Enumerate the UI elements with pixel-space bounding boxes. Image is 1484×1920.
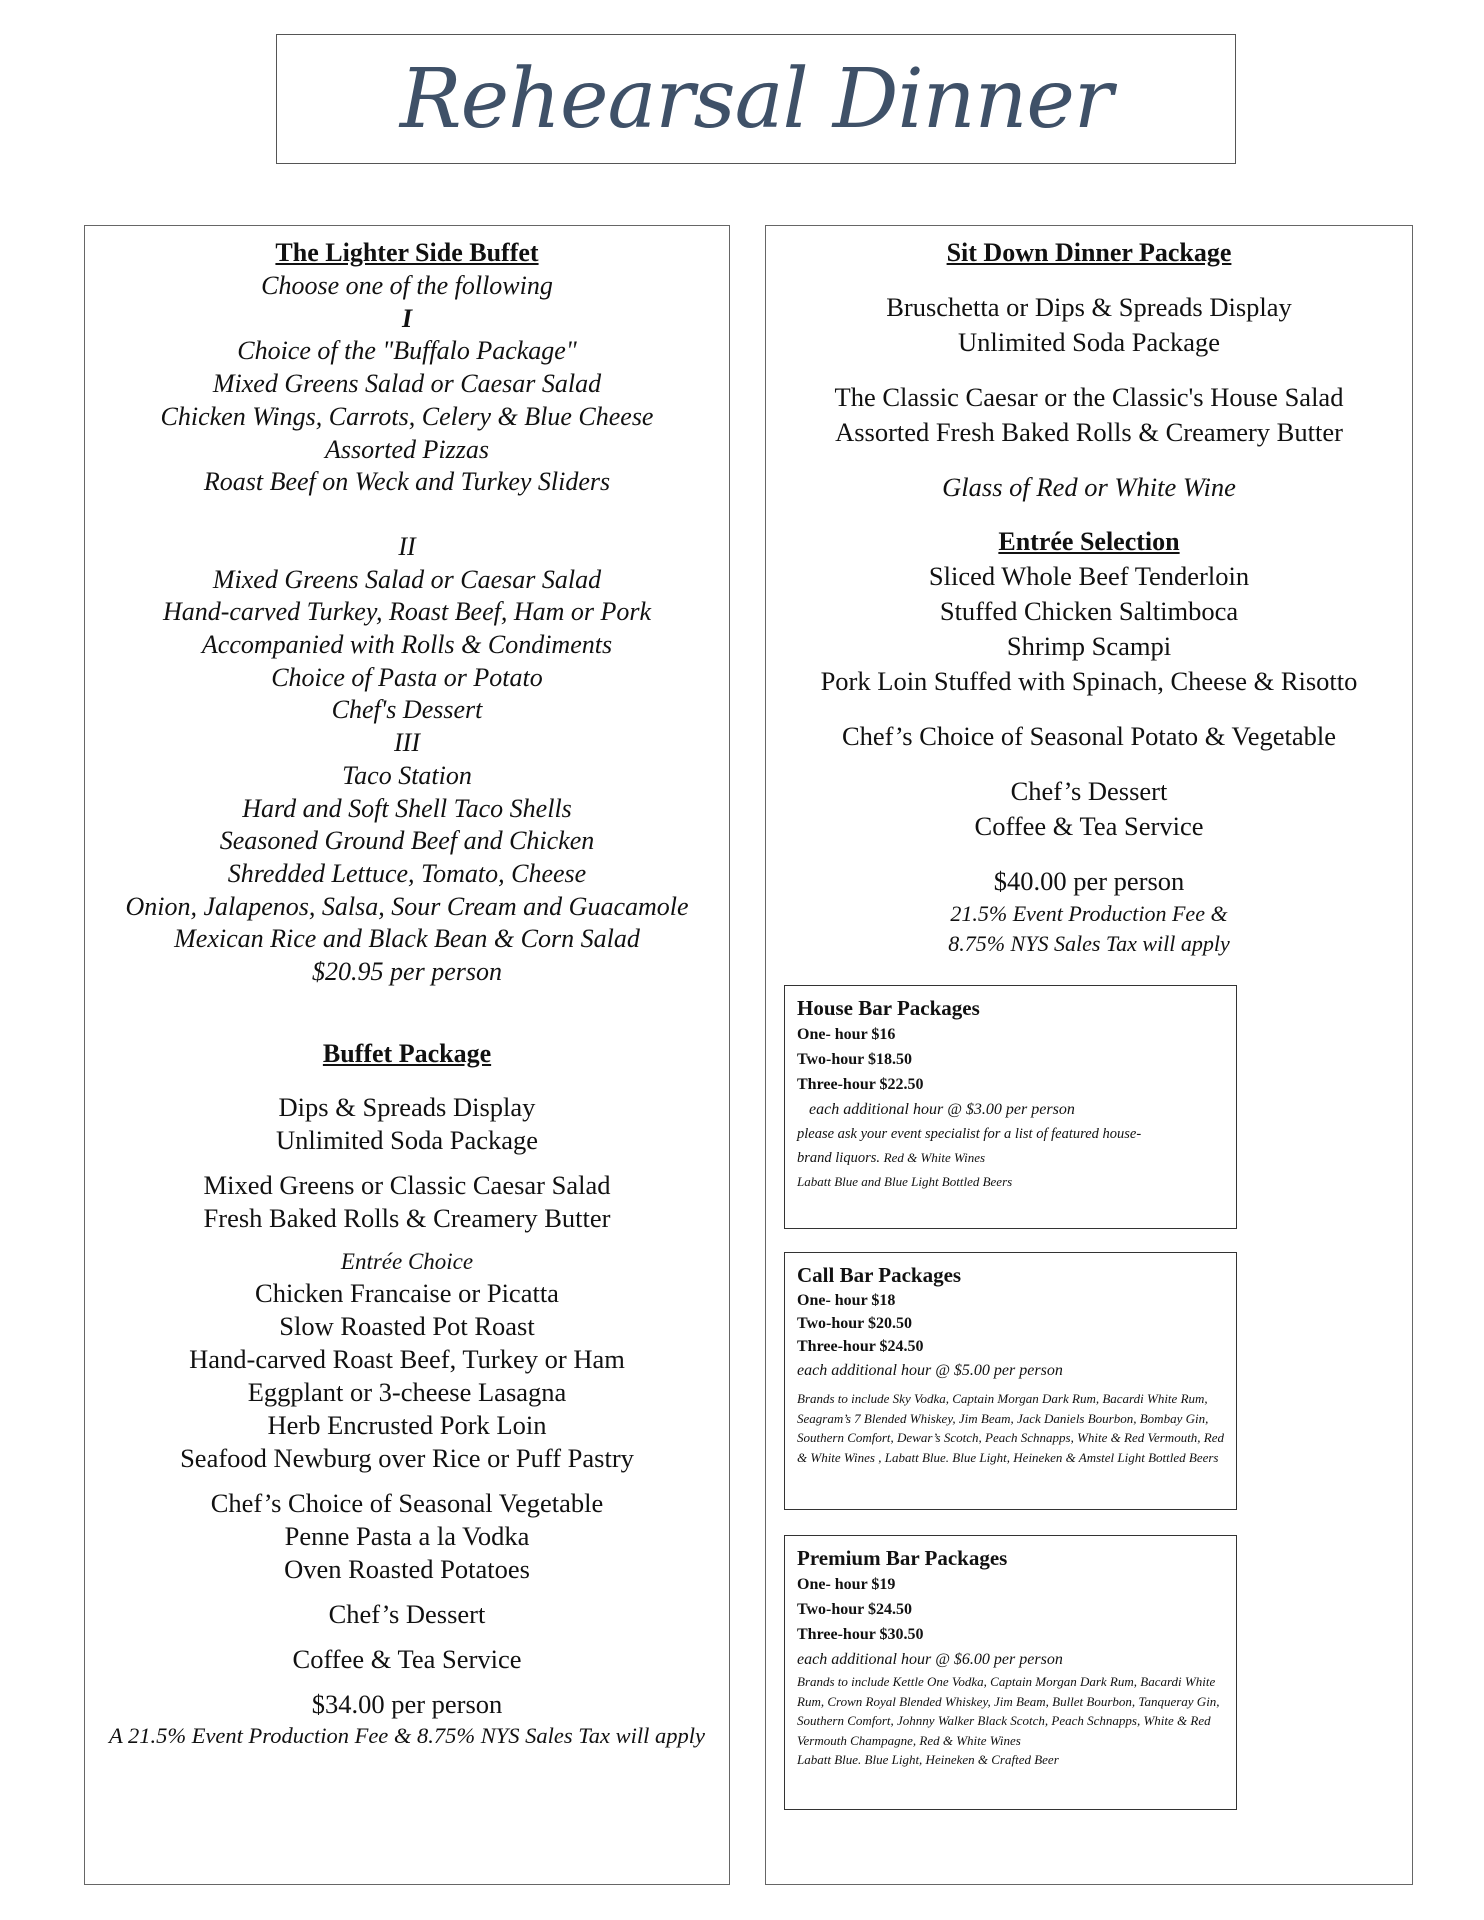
menu-line: Hand-carved Roast Beef, Turkey or Ham [189, 1343, 625, 1374]
bar-brands: Brands to include Kettle One Vodka, Captain Morgan Dark Rum, Bacardi White Rum, Crown Royal Blended Whiskey, Jim Beam, Bullet Bourbon, Tanqueray Gin, Southern Comfort, Johnny Walker Black Scotch, Peach Schnapps, White & Red Vermouth Champagne, Red & White Wines [797, 1674, 1220, 1748]
menu-line: Onion, Jalapenos, Salsa, Sour Cream and Guacamole [125, 891, 689, 921]
entree-choice-label: Entrée Choice [340, 1248, 474, 1274]
menu-line: Chef’s Choice of Seasonal Vegetable [210, 1487, 604, 1518]
premium-bar-box [784, 1535, 1237, 1810]
page-title: Rehearsal Dinner [399, 51, 1113, 147]
menu-line: Chef’s Dessert [328, 1598, 486, 1629]
menu-line: Accompanied with Rolls & Condiments [201, 630, 613, 660]
menu-line: Assorted Fresh Baked Rolls & Creamery Butter [835, 417, 1343, 447]
bar-brands: Brands to include Sky Vodka, Captain Morgan Dark Rum, Bacardi White Rum, Seagram’s 7 Blended Whiskey, Jim Beam, Jack Daniels Bourbon, Bombay Gin, Southern Comfort, Dewar’s Scotch, Peach Schnapps, White & Red Vermouth, Red & White Wines , Labatt Blue. Blue Light, Heineken & Amstel Light Bottled Beers [797, 1391, 1225, 1465]
sit-down-heading: Sit Down Dinner Package [946, 238, 1232, 267]
bar-note: please ask your event specialist for a list of featured house- [797, 1126, 1142, 1142]
entree-selection-heading: Entrée Selection [998, 527, 1180, 556]
call-bar-box [784, 1252, 1237, 1510]
bar-note: brand liquors. [797, 1150, 880, 1166]
menu-line: Pork Loin Stuffed with Spinach, Cheese & Risotto [820, 666, 1358, 696]
menu-line: Chicken Francaise or Picatta [255, 1277, 559, 1308]
menu-line: Mexican Rice and Black Bean & Corn Salad [174, 924, 640, 954]
buffet-package-heading: Buffet Package [322, 1038, 492, 1068]
menu-line: Chicken Wings, Carrots, Celery & Blue Cheese [160, 401, 654, 431]
menu-line: The Classic Caesar or the Classic's House Salad [834, 382, 1344, 412]
bar-extra-hour: each additional hour @ $6.00 per person [797, 1651, 1063, 1668]
bar-extra-hour: each additional hour @ $5.00 per person [797, 1362, 1063, 1379]
lighter-intro: Choose one of the following [261, 271, 553, 300]
lighter-price: $20.95 per person [312, 957, 502, 987]
bar-tier: Three-hour $30.50 [797, 1626, 924, 1643]
menu-line: Bruschetta or Dips & Spreads Display [886, 292, 1292, 322]
title-frame [276, 34, 1236, 164]
house-bar-box [784, 985, 1237, 1229]
option-numeral-1: I [401, 303, 413, 333]
bar-tier: Three-hour $22.50 [797, 1076, 924, 1093]
buffet-fee-note: A 21.5% Event Production Fee & 8.75% NYS Sales Tax will apply [109, 1722, 705, 1748]
sit-down-fee-note: 8.75% NYS Sales Tax will apply [948, 931, 1230, 956]
menu-line: Roast Beef on Weck and Turkey Sliders [203, 467, 611, 497]
menu-line: Eggplant or 3-cheese Lasagna [247, 1376, 567, 1407]
menu-line: Fresh Baked Rolls & Creamery Butter [203, 1202, 611, 1233]
menu-line: Assorted Pizzas [325, 434, 489, 464]
menu-line: Choice of Pasta or Potato [271, 662, 543, 692]
menu-line: Mixed Greens Salad or Caesar Salad [212, 369, 602, 399]
sit-down-price: $40.00 per person [993, 866, 1185, 896]
menu-line: Dips & Spreads Display [278, 1091, 536, 1122]
bar-extra-hour: each additional hour @ $3.00 per person [809, 1101, 1075, 1118]
menu-line: Unlimited Soda Package [276, 1124, 538, 1155]
bar-tier: Three-hour $24.50 [797, 1338, 924, 1355]
menu-line: Coffee & Tea Service [974, 811, 1204, 841]
bar-tier: Two-hour $24.50 [797, 1601, 912, 1618]
menu-line: Coffee & Tea Service [292, 1643, 522, 1674]
menu-line: Unlimited Soda Package [958, 327, 1220, 357]
buffet-price: $34.00 per person [311, 1688, 503, 1719]
left-menu-panel [84, 225, 730, 1885]
bar-tier: Two-hour $20.50 [797, 1315, 912, 1332]
menu-line: Shredded Lettuce, Tomato, Cheese [227, 858, 587, 888]
menu-line: Penne Pasta a la Vodka [284, 1520, 530, 1551]
premium-bar-title: Premium Bar Packages [797, 1546, 1008, 1570]
bar-tier: One- hour $19 [797, 1576, 896, 1593]
bar-tier: One- hour $16 [797, 1026, 896, 1043]
menu-line: Chef’s Choice of Seasonal Potato & Vegetable [841, 721, 1337, 751]
menu-line: Slow Roasted Pot Roast [279, 1310, 535, 1341]
menu-line: Taco Station [342, 760, 472, 790]
menu-line: Hand-carved Turkey, Roast Beef, Ham or Pork [162, 597, 652, 627]
menu-line: Herb Encrusted Pork Loin [267, 1409, 547, 1440]
menu-line: Chef's Dessert [331, 695, 483, 725]
bar-note: Red & White Wines [883, 1150, 986, 1165]
call-bar-title: Call Bar Packages [797, 1263, 962, 1287]
option-numeral-2: II [398, 531, 416, 561]
bar-beers: Labatt Blue. Blue Light, Heineken & Crafted Beer [797, 1752, 1059, 1767]
bar-note: Labatt Blue and Blue Light Bottled Beers [797, 1174, 1013, 1189]
menu-line: Mixed Greens or Classic Caesar Salad [203, 1169, 611, 1200]
menu-line: Shrimp Scampi [1006, 631, 1172, 661]
bar-tier: Two-hour $18.50 [797, 1051, 912, 1068]
bar-tier: One- hour $18 [797, 1292, 896, 1309]
menu-line: Glass of Red or White Wine [942, 472, 1236, 502]
menu-line: Seasoned Ground Beef and Chicken [219, 826, 595, 856]
sit-down-fee-note: 21.5% Event Production Fee & [950, 901, 1228, 926]
menu-line: Oven Roasted Potatoes [284, 1553, 530, 1584]
menu-line: Stuffed Chicken Saltimboca [939, 596, 1239, 626]
house-bar-title: House Bar Packages [797, 996, 980, 1020]
option-numeral-3: III [394, 728, 420, 758]
menu-line: Chef’s Dessert [1010, 776, 1168, 806]
menu-line: Choice of the "Buffalo Package" [237, 336, 577, 366]
lighter-buffet-heading: The Lighter Side Buffet [275, 238, 539, 267]
menu-line: Mixed Greens Salad or Caesar Salad [212, 564, 602, 594]
menu-line: Hard and Soft Shell Taco Shells [242, 793, 572, 823]
menu-line: Seafood Newburg over Rice or Puff Pastry [180, 1442, 634, 1473]
menu-line: Sliced Whole Beef Tenderloin [928, 561, 1250, 591]
